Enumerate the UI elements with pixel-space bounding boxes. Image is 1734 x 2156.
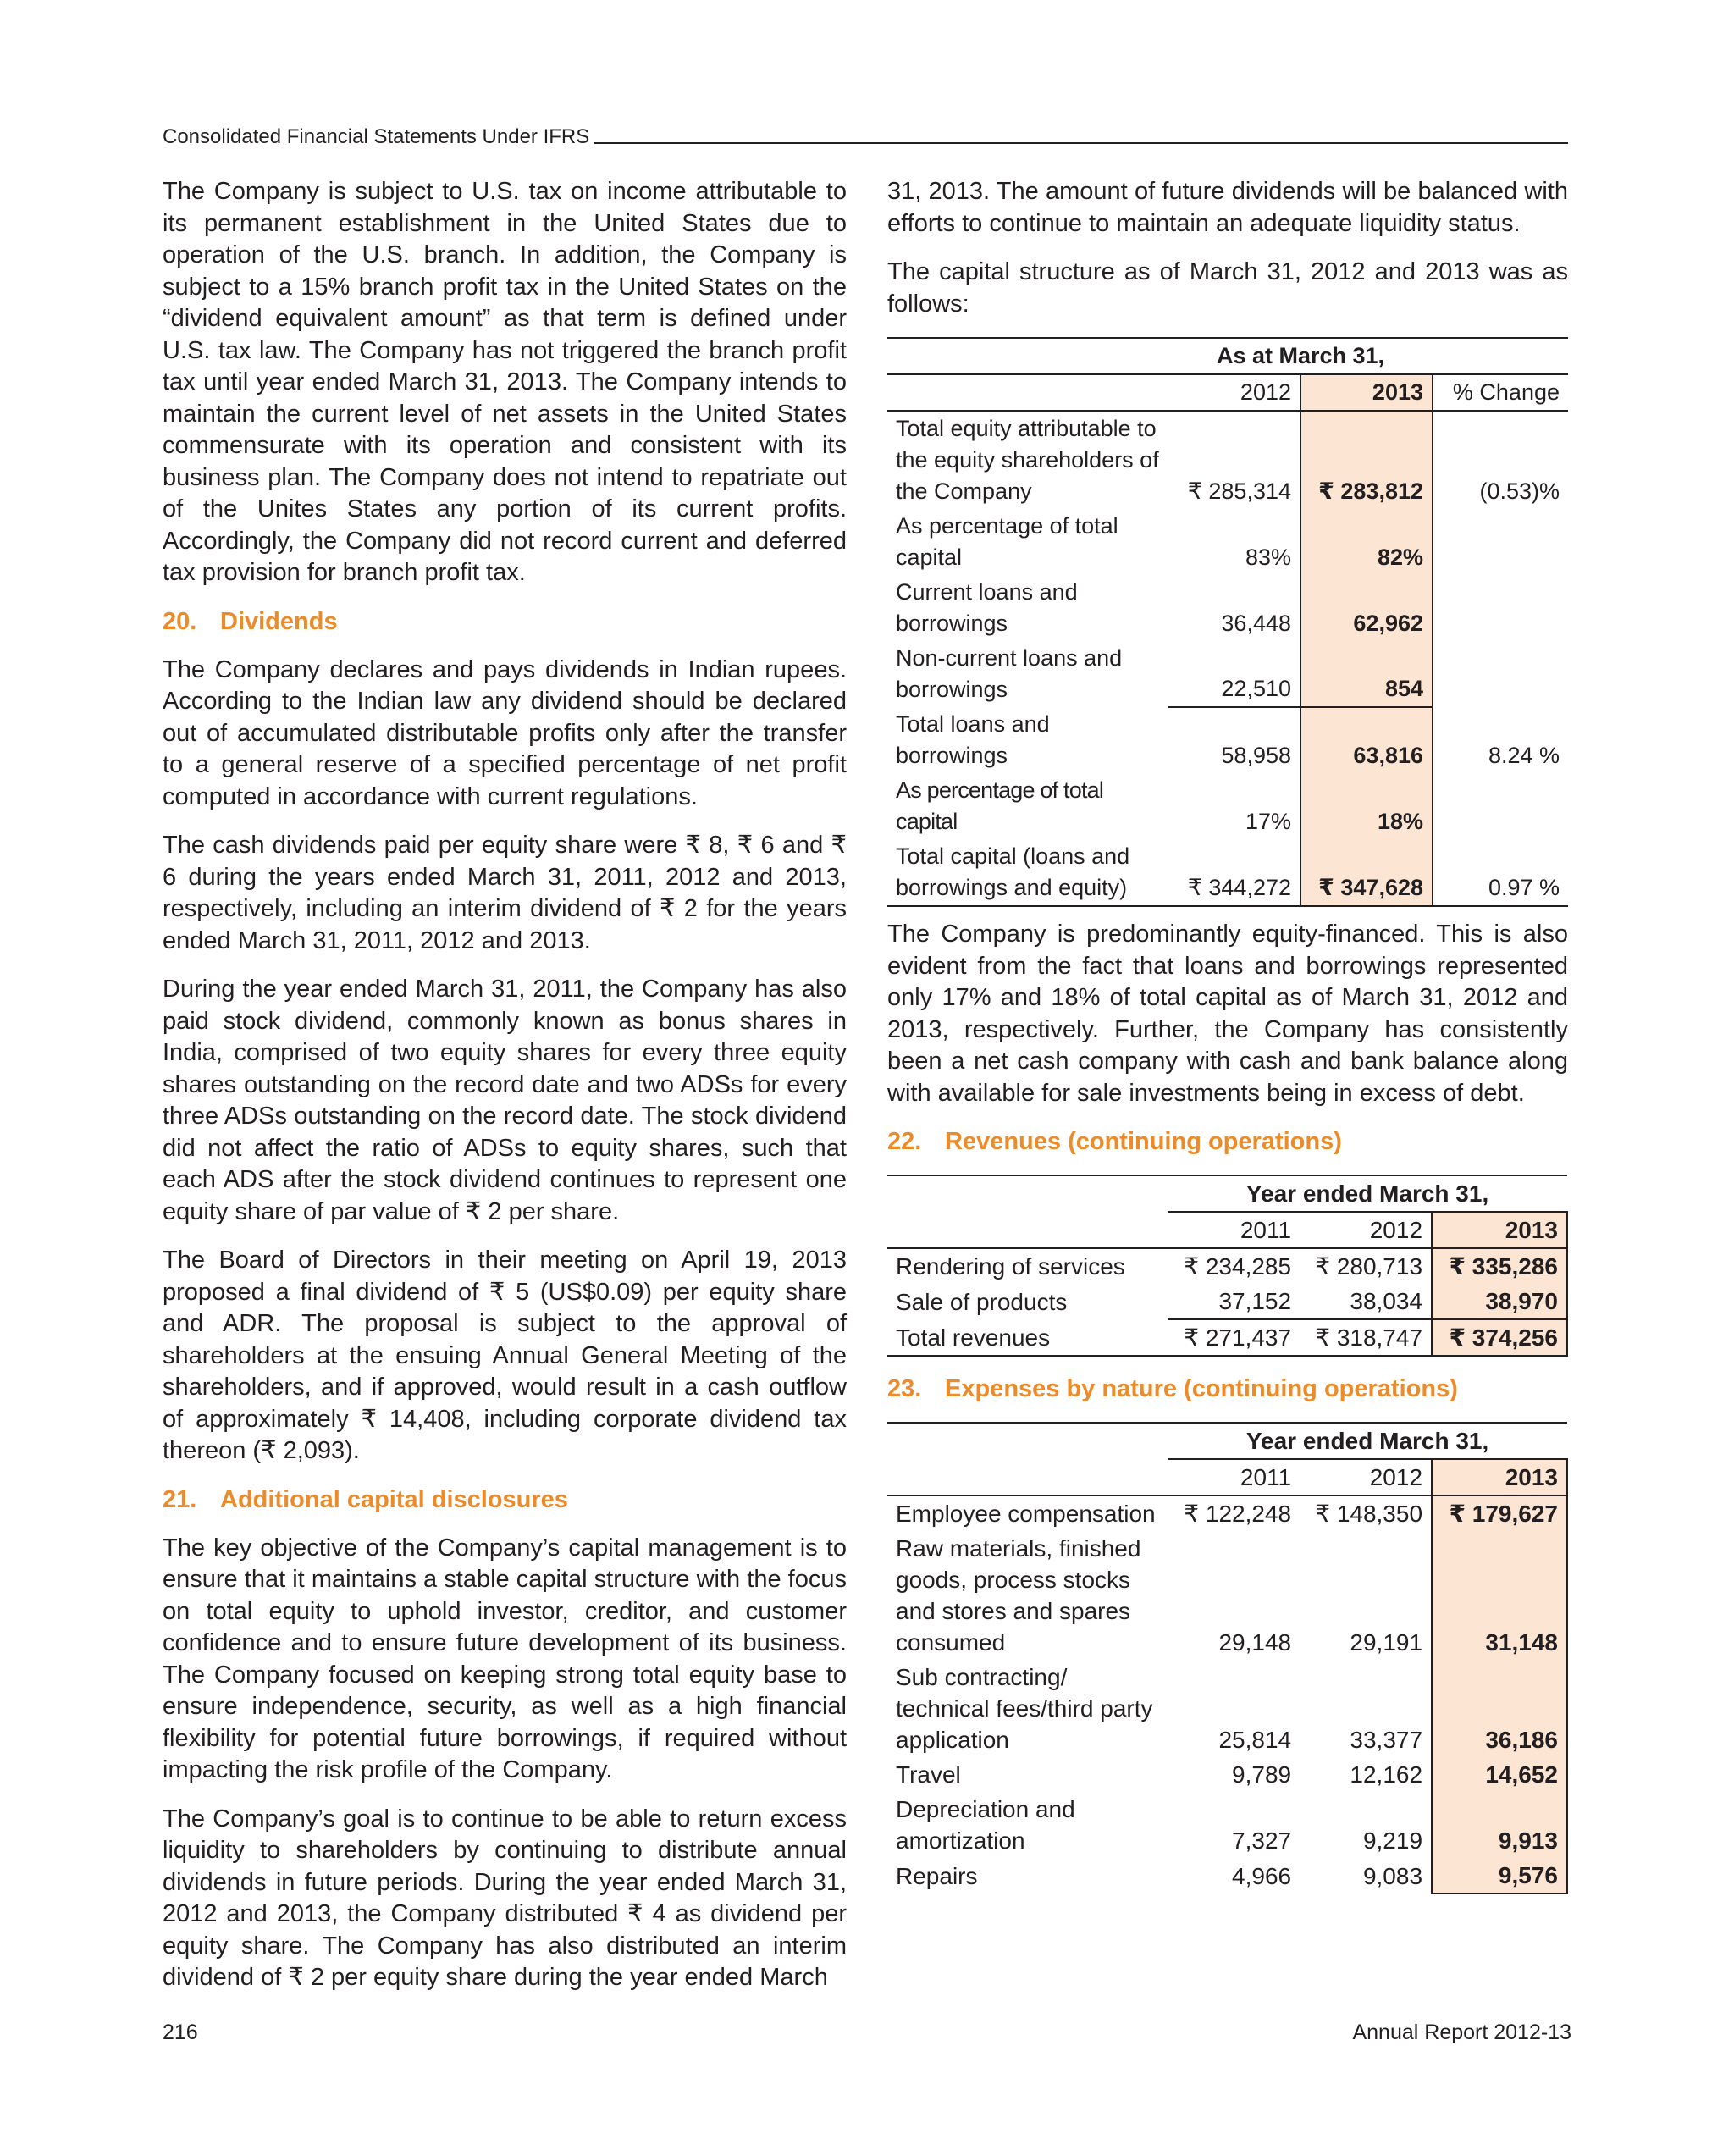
cell-2013: ₹ 374,256 [1432,1319,1567,1356]
cell-2012: ₹ 148,350 [1315,1501,1423,1527]
cell-2011: 37,152 [1168,1284,1300,1319]
cell-2013: 63,816 [1300,707,1433,773]
cell-2011: ₹ 271,437 [1168,1319,1300,1356]
cell-2012: ₹ 318,747 [1300,1319,1432,1356]
table-row [887,1858,1567,1893]
row-label: Non-current loans and borrowings [896,645,1123,702]
section-title: Expenses by nature (continuing operations) [945,1375,1458,1402]
table-row [887,411,1568,509]
cell-2013: 82% [1300,509,1433,575]
table-row [887,707,1568,773]
cell-2013: ₹ 335,286 [1432,1248,1567,1284]
cell-2013: 14,652 [1432,1757,1567,1792]
paragraph-future-dividends: 31, 2013. The amount of future dividends will be balanced with efforts to continue to maintain an adequate liquidity status. [887,178,1568,237]
group-header: Year ended March 31, [1168,1423,1567,1459]
table-row [887,509,1568,575]
revenue-table [887,1175,1568,1357]
row-label: Total equity attributable to the equity shareholders of the Company [896,416,1159,504]
cell-2013: ₹ 283,812 [1300,411,1433,509]
running-header [163,119,1568,149]
section-20-heading [163,606,847,638]
header-title: Consolidated Financial Statements Under IFRS [163,125,590,148]
table-row [887,1757,1567,1792]
cell-2011: 4,966 [1232,1863,1292,1889]
table-row [887,1495,1567,1531]
cell-2012: 33,377 [1350,1727,1423,1753]
cell-2011: 7,327 [1232,1827,1292,1854]
table-row [887,1248,1567,1284]
col-header-2013: 2013 [1432,1212,1567,1248]
table-header-row [887,1423,1567,1459]
paragraph-us-tax: The Company is subject to U.S. tax on income attributable to its permanent establishment in the United States due to operation of the U.S. branch. In addition, the Company is subject to a 15% branch profit tax in the United States on the “dividend equivalent amount” as that term is defined under U.S. tax law. The Company has not triggered the branch profit tax until year ended March 31, 2013. The Company intends to maintain the current level of net assets in the United States commensurate with its operation and consistent with its business plan. The Company does not intend to repatriate out of the Unites States any portion of its current profits. Accordingly, the Company did not record current and deferred tax provision for branch profit tax. [163,178,847,586]
cell-change [1433,641,1568,707]
table-header-row [887,1175,1567,1212]
section-22-heading [887,1126,1568,1158]
report-title: Annual Report 2012-13 [1352,2021,1571,2044]
table-row [887,641,1568,707]
row-label: Total loans and borrowings [896,711,1050,768]
row-label: Raw materials, finished goods, process stocks and stores and spares consumed [896,1535,1141,1656]
cell-2013: 31,148 [1432,1531,1567,1660]
table-header-row [887,1459,1567,1495]
cell-2012: ₹ 280,713 [1315,1253,1423,1280]
paragraph-liquidity-goal: The Company’s goal is to continue to be able to return excess liquidity to shareholders by continuing to distribute annual dividends in future periods. During the year ended March 31, 2012 and 2013, the Company distributed ₹ 4 as dividend per equity share. The Company has also distributed an interim dividend of ₹ 2 per equity share during the year ended March [163,1805,847,1991]
paragraph-dividends-rupees: The Company declares and pays dividends in Indian rupees. According to the Indian law any dividend should be declared out of accumulated distributable profits only after the transfer to a general reserve of a specified percentage of net profit computed in accordance with current regulations. [163,655,847,810]
cell-2012: 17% [1168,773,1300,839]
cell-change: 0.97 % [1433,839,1568,906]
cell-change [1433,509,1568,575]
row-label: As percentage of total capital [896,777,1104,834]
cell-2011: 25,814 [1218,1727,1292,1753]
cell-2011: ₹ 122,248 [1184,1501,1292,1527]
paragraph-equity-financed: The Company is predominantly equity-financed. This is also evident from the fact that loans and borrowings represented only 17% and 18% of total capital as of March 31, 2012 and 2013, respectively. Further, the Company has consistently been a net cash company with cash and bank balance along with available for sale investments being in excess of debt. [887,920,1568,1107]
table-header-row [887,1212,1567,1248]
table-row [887,1319,1567,1356]
col-header-change: % Change [1433,374,1568,411]
table-row [887,1284,1567,1319]
col-header-2012: 2012 [1300,1459,1432,1495]
col-header-2012: 2012 [1168,374,1300,411]
right-column [887,176,1568,1894]
cell-2012: 36,448 [1168,575,1300,641]
header-rule [594,142,1568,144]
cell-2013: 9,576 [1432,1858,1567,1893]
row-label: Rendering of services [896,1253,1125,1280]
table-header-row [887,374,1568,411]
row-label: Total revenues [887,1319,1168,1356]
cell-2012: 9,219 [1362,1827,1423,1854]
paragraph-board-proposal: The Board of Directors in their meeting on April 19, 2013 proposed a final dividend of ₹ 5 (US$0.09) per equity share and ADR. The proposal is subject to the approval of shareholders at the ensuing Annual General Meeting of the shareholders, and if approved, would result in a cash outflow of approximately ₹ 14,408, including corporate dividend tax thereon (₹ 2,093). [163,1247,847,1464]
table-row [887,773,1568,839]
cell-2012: 9,083 [1362,1863,1423,1889]
cell-2013: 62,962 [1300,575,1433,641]
left-column [163,176,847,2011]
cell-2013: 9,913 [1432,1792,1567,1858]
cell-2013: ₹ 347,628 [1300,839,1433,906]
expense-table [887,1422,1568,1894]
section-title: Additional capital disclosures [220,1485,568,1513]
row-label: Sale of products [896,1289,1068,1315]
cell-2013: 18% [1300,773,1433,839]
col-header-2011: 2011 [1168,1459,1300,1495]
cell-2012: 38,034 [1300,1284,1432,1319]
cell-change: (0.53)% [1479,478,1560,504]
cell-2012: 22,510 [1168,641,1300,707]
paragraph-capital-structure-intro: The capital structure as of March 31, 2012 and 2013 was as follows: [887,258,1568,318]
cell-change [1433,575,1568,641]
section-number: 20. [163,607,197,635]
cell-2013: 38,970 [1432,1284,1567,1319]
row-label: Depreciation and amortization [896,1796,1075,1854]
cell-2012: ₹ 285,314 [1168,411,1300,509]
row-label: As percentage of total capital [896,513,1118,570]
row-label: Travel [896,1761,961,1788]
cell-2011: 9,789 [1232,1761,1292,1788]
paragraph-cash-dividends: The cash dividends paid per equity share were ₹ 8, ₹ 6 and ₹ 6 during the years ended March 31, 2011, 2012 and 2013, respectively, including an interim dividend of ₹ 2 for the years ended March 31, 2011, 2012 and 2013. [163,832,847,954]
row-label: Sub contracting/ technical fees/third party application [896,1664,1153,1753]
cell-2013: 854 [1300,641,1433,707]
col-header-2013: 2013 [1432,1459,1567,1495]
cell-2012: ₹ 344,272 [1168,839,1300,906]
page-number: 216 [163,2021,198,2044]
table-row [887,1531,1567,1660]
cell-2011: 29,148 [1218,1629,1292,1656]
cell-2012: 83% [1168,509,1300,575]
cell-2012: 29,191 [1350,1629,1423,1656]
cell-2011: ₹ 234,285 [1184,1253,1292,1280]
table-row [887,575,1568,641]
capital-structure-table [887,337,1568,907]
cell-2012: 12,162 [1350,1761,1423,1788]
paragraph-stock-dividend: During the year ended March 31, 2011, the Company has also paid stock dividend, commonly known as bonus shares in India, comprised of two equity shares for every three equity shares outstanding on the record date and two ADSs for every three ADSs outstanding on the record date. The stock dividend did not affect the ratio of ADSs to equity shares, such that each ADS after the stock dividend continues to represent one equity share of par value of ₹ 2 per share. [163,976,847,1225]
paragraph-capital-objective: The key objective of the Company’s capital management is to ensure that it maintains a stable capital structure with the focus on total equity to uphold investor, creditor, and customer confidence and to ensure future development of its business. The Company focused on keeping strong total equity base to ensure independence, security, as well as a high financial flexibility for potential future borrowings, if required without impacting the risk profile of the Company. [163,1534,847,1783]
cell-2013: 36,186 [1432,1660,1567,1757]
row-label: Employee compensation [896,1501,1156,1527]
table-row [887,1792,1567,1858]
cell-change [1433,773,1568,839]
group-header: As at March 31, [1168,338,1433,374]
col-header-2013: 2013 [1300,374,1433,411]
section-23-heading [887,1374,1568,1405]
table-row [887,1660,1567,1757]
row-label: Repairs [896,1863,978,1889]
section-number: 23. [887,1375,922,1402]
section-21-heading [163,1484,847,1516]
section-title: Dividends [220,607,338,635]
col-header-2011: 2011 [1168,1212,1300,1248]
table-header-row [887,338,1568,374]
cell-change: 8.24 % [1488,743,1560,768]
cell-2013: ₹ 179,627 [1432,1495,1567,1531]
row-label: Current loans and borrowings [896,579,1078,636]
table-row [887,839,1568,906]
group-header: Year ended March 31, [1168,1175,1567,1212]
section-number: 21. [163,1485,197,1513]
row-label: Total capital (loans and borrowings and equity) [887,839,1168,906]
section-title: Revenues (continuing operations) [945,1128,1342,1155]
col-header-2012: 2012 [1300,1212,1432,1248]
section-number: 22. [887,1128,922,1155]
cell-2012: 58,958 [1168,707,1300,773]
